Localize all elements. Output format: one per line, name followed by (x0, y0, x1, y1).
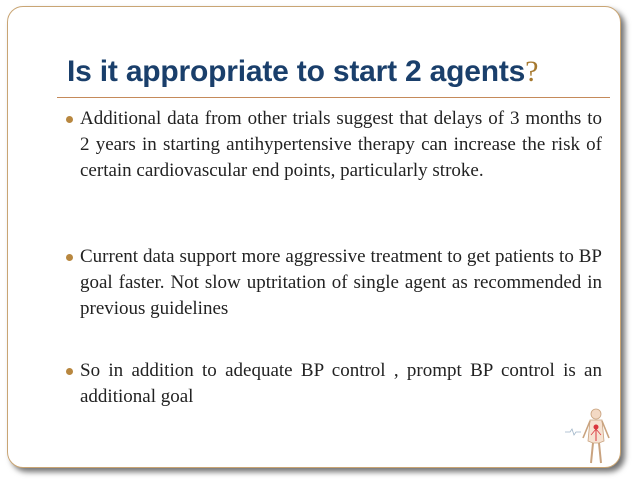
bullet-text: Current data support more aggressive treatment to get patients to BP goal faster. Not slow uptritation of single agent as recommended in previous guidelines (80, 246, 602, 319)
human-anatomy-figure-icon (565, 405, 617, 465)
bullet-text: So in addition to adequate BP control , prompt BP control is an additional goal (80, 360, 602, 407)
bullet-dot-icon (66, 254, 73, 261)
bullet-text: Additional data from other trials suggest that delays of 3 months to 2 years in starting antihypertensive therapy can increase the risk of certain cardiovascular end points, particularly stroke. (80, 108, 602, 181)
bullet-item (80, 106, 602, 184)
bullet-item (80, 244, 602, 322)
title-divider (57, 97, 610, 98)
slide-title-text: Is it appropriate to start 2 agents (67, 55, 526, 88)
slide-title-question-mark: ? (525, 55, 539, 88)
bullet-dot-icon (66, 368, 73, 375)
slide-title (67, 52, 538, 92)
bullet-dot-icon (66, 116, 73, 123)
bullet-item (80, 358, 602, 410)
